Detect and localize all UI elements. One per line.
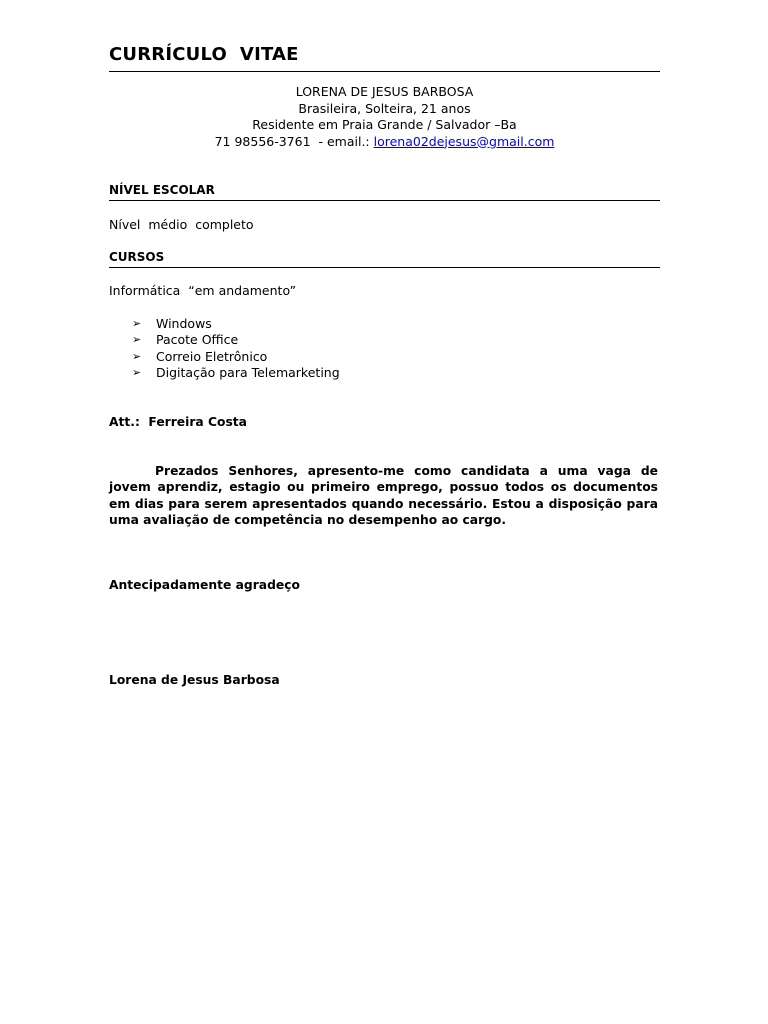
course-item-label: Pacote Office bbox=[156, 332, 239, 348]
personal-info: Brasileira, Solteira, 21 anos bbox=[298, 100, 471, 116]
education-heading: NÍVEL ESCOLAR bbox=[109, 183, 215, 197]
courses-heading: CURSOS bbox=[109, 250, 165, 264]
document-title: CURRÍCULO VITAE bbox=[109, 44, 299, 65]
phone-and-email-label: 71 98556-3761 - email.: bbox=[214, 133, 374, 149]
closing-line: Antecipadamente agradeço bbox=[109, 578, 300, 592]
course-item-label: Digitação para Telemarketing bbox=[156, 364, 340, 380]
courses-list bbox=[132, 316, 340, 381]
list-item bbox=[132, 365, 340, 381]
education-divider bbox=[109, 200, 660, 201]
personal-header bbox=[109, 84, 660, 150]
education-value: Nível médio completo bbox=[109, 217, 254, 232]
arrow-bullet-icon: ➢ bbox=[132, 333, 142, 347]
arrow-bullet-icon: ➢ bbox=[132, 349, 142, 363]
courses-divider bbox=[109, 267, 660, 268]
list-item bbox=[132, 349, 340, 365]
arrow-bullet-icon: ➢ bbox=[132, 365, 142, 379]
candidate-name: LORENA DE JESUS BARBOSA bbox=[295, 84, 474, 99]
list-item bbox=[132, 332, 340, 348]
arrow-bullet-icon: ➢ bbox=[132, 317, 142, 330]
residence-info: Residente em Praia Grande / Salvador –Ba bbox=[252, 117, 517, 132]
letter-body: Prezados Senhores, apresento-me como candidata a uma vaga de jovem aprendiz, estagio ou primeiro emprego, possuo todos os documentos em dias para serem apresentados quando necessário. Estou a disposição para uma avaliação de competência no desempenho ao cargo. bbox=[109, 464, 658, 527]
attention-line: Att.: Ferreira Costa bbox=[109, 415, 247, 429]
title-divider bbox=[109, 71, 660, 72]
email-link[interactable]: lorena02dejesus@gmail.com bbox=[373, 133, 555, 149]
course-item-label: Correio Eletrônico bbox=[156, 348, 268, 364]
course-item-label: Windows bbox=[156, 316, 212, 331]
list-item bbox=[132, 316, 340, 332]
contact-line bbox=[109, 134, 660, 151]
signature: Lorena de Jesus Barbosa bbox=[109, 673, 280, 687]
courses-intro: Informática “em andamento” bbox=[109, 283, 297, 298]
